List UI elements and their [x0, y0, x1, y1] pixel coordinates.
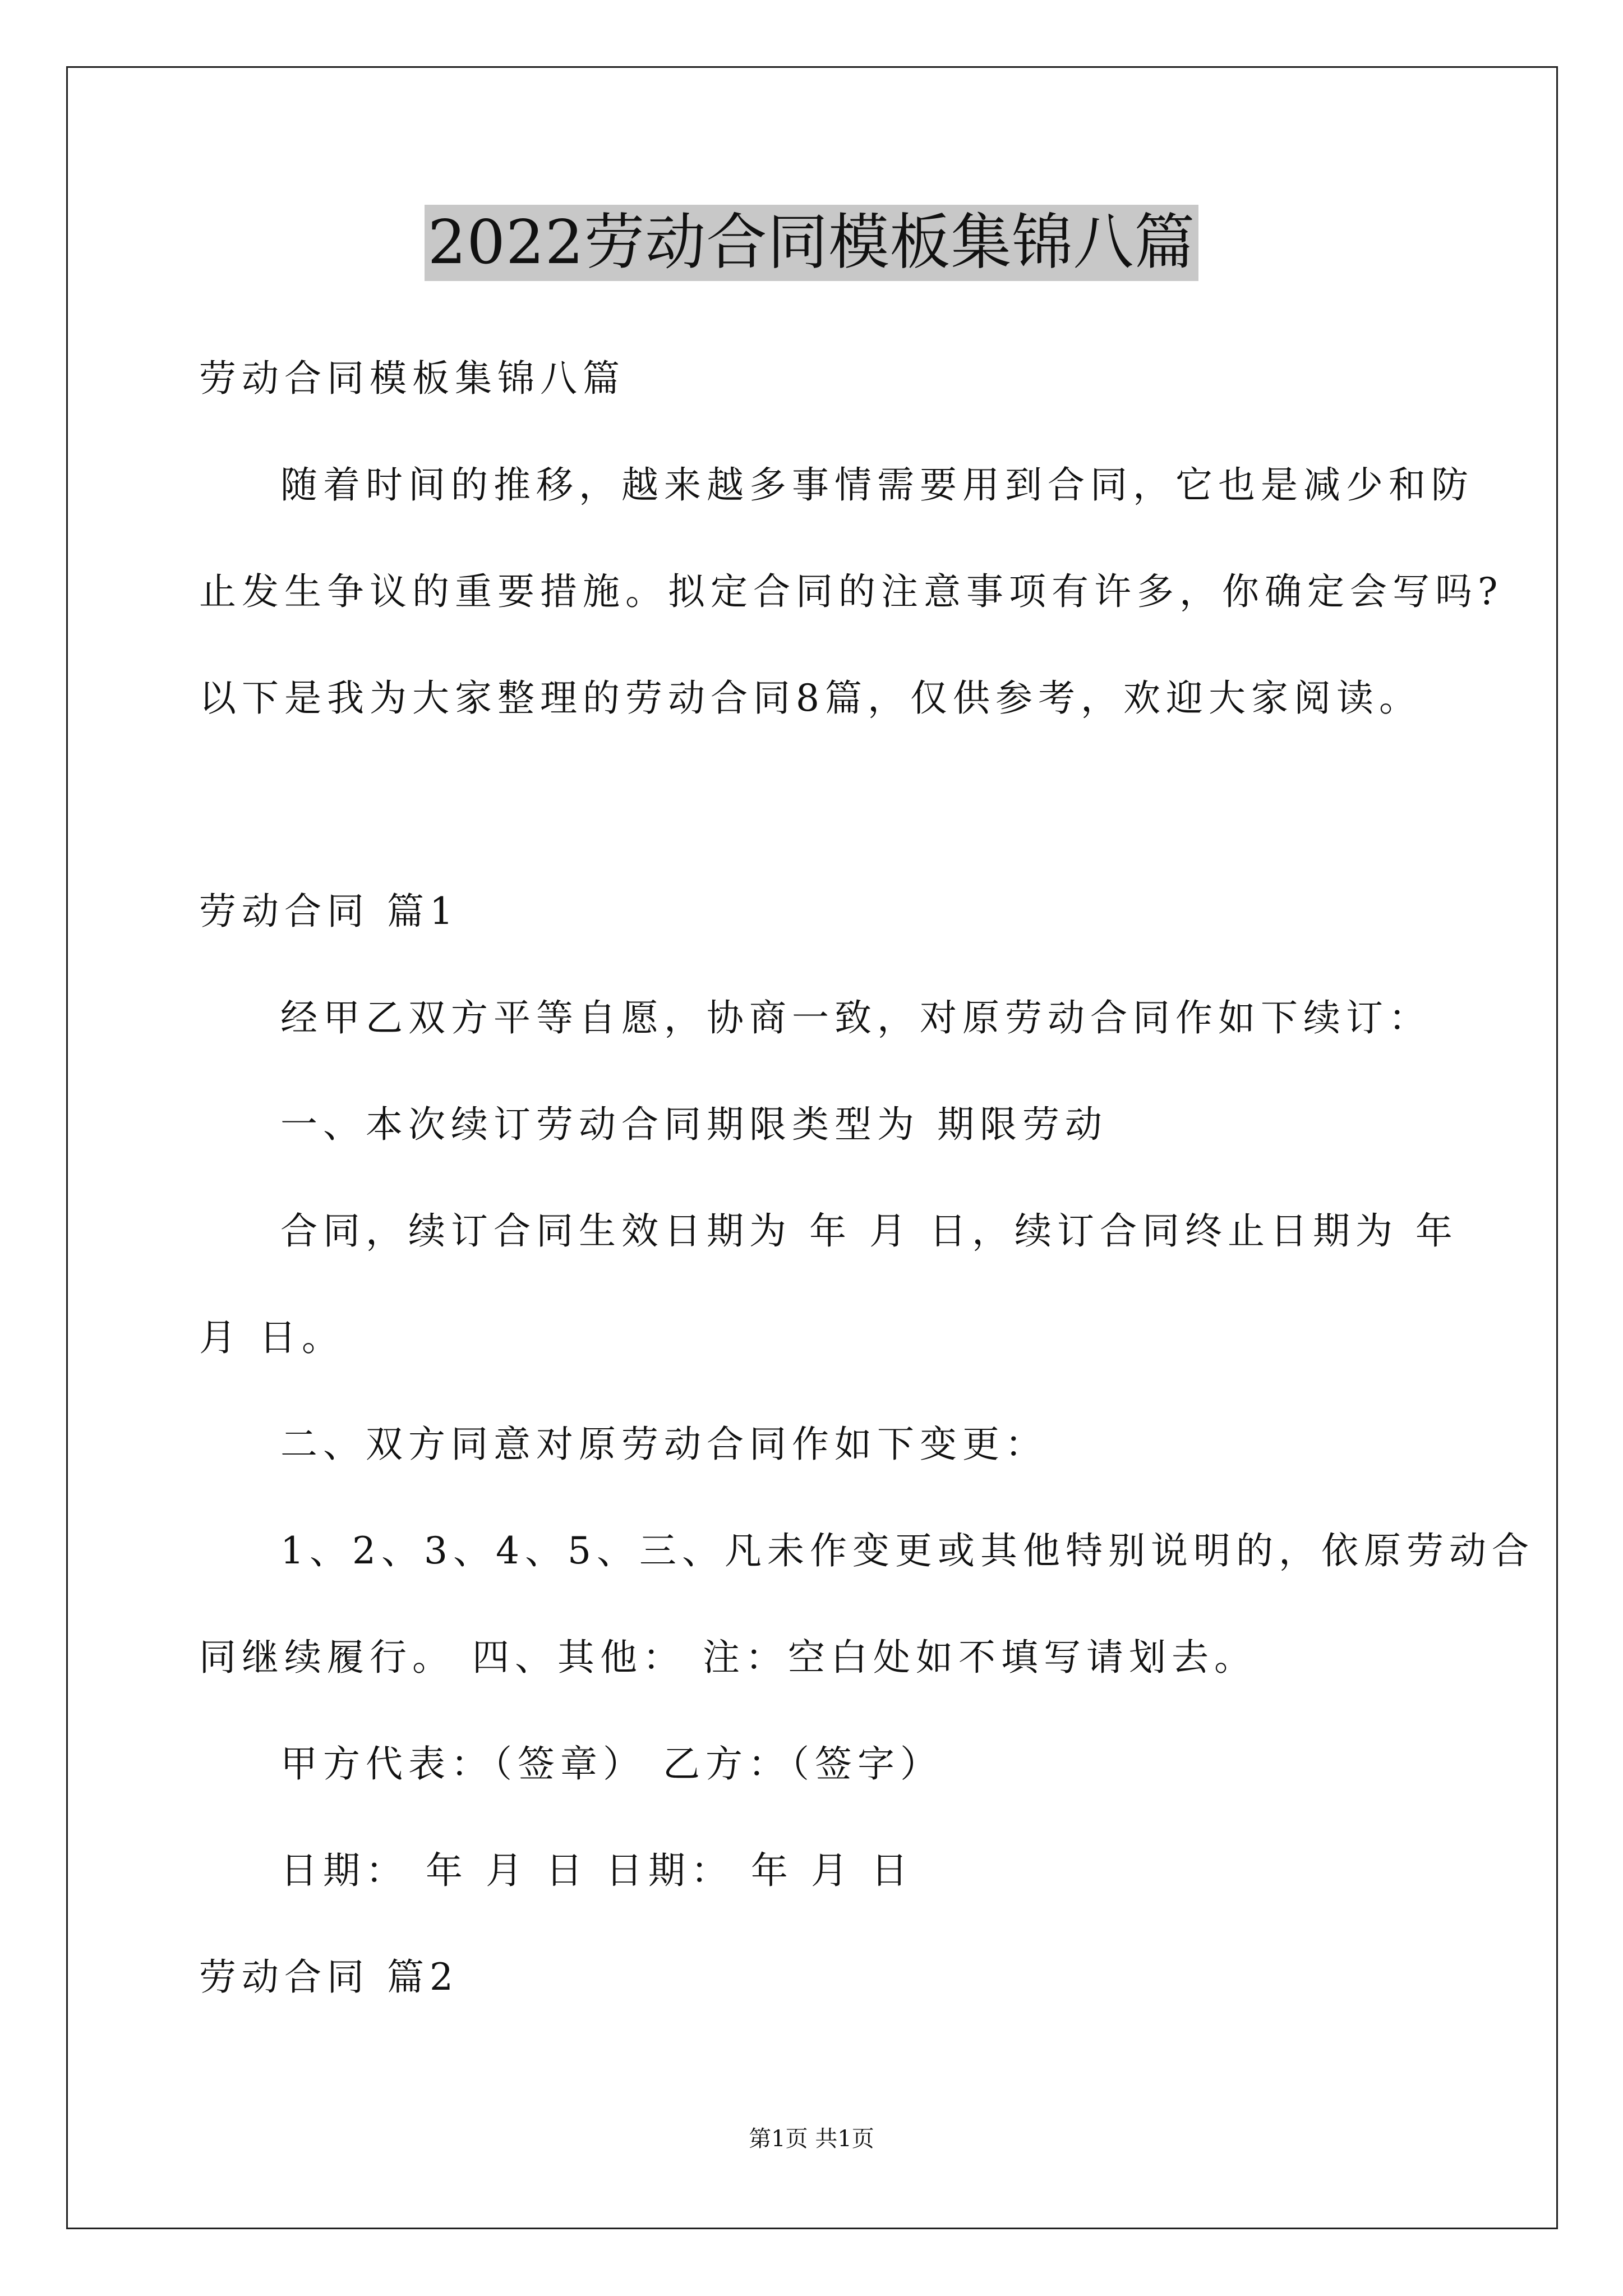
section-heading: 劳动合同 篇1: [199, 890, 459, 933]
paragraph-line: 合同，续订合同生效日期为 年 月 日，续订合同终止日期为 年: [280, 1209, 1458, 1253]
document-title: 2022劳动合同模板集锦八篇: [425, 205, 1199, 281]
date-line: 日期： 年 月 日 日期： 年 月 日: [280, 1849, 914, 1892]
paragraph-line: 经甲乙双方平等自愿，协商一致，对原劳动合同作如下续订：: [280, 996, 1431, 1039]
paragraph-line: 一、本次续订劳动合同期限类型为 期限劳动: [280, 1103, 1108, 1146]
paragraph-line: 止发生争议的重要措施。拟定合同的注意事项有许多，你确定会写吗?: [199, 570, 1504, 613]
paragraph-line: 同继续履行。 四、其他： 注：空白处如不填写请划去。: [199, 1636, 1257, 1679]
paragraph-line: 随着时间的推移，越来越多事情需要用到合同，它也是减少和防: [280, 463, 1474, 507]
title-wrap: [0, 205, 1623, 281]
section-heading: 劳动合同 篇2: [199, 1955, 459, 1999]
paragraph-line: 二、双方同意对原劳动合同作如下变更：: [280, 1423, 1048, 1466]
paragraph-line: 月 日。: [199, 1316, 344, 1359]
page-footer: 第1页 共1页: [749, 2126, 874, 2152]
intro-heading: 劳动合同模板集锦八篇: [199, 357, 625, 400]
paragraph-line: 以下是我为大家整理的劳动合同8篇，仅供参考，欢迎大家阅读。: [199, 677, 1422, 720]
signature-line: 甲方代表：（签章） 乙方：（签字）: [280, 1742, 943, 1786]
paragraph-line: 1、2、3、4、5、三、凡未作变更或其他特别说明的，依原劳动合: [280, 1529, 1534, 1572]
